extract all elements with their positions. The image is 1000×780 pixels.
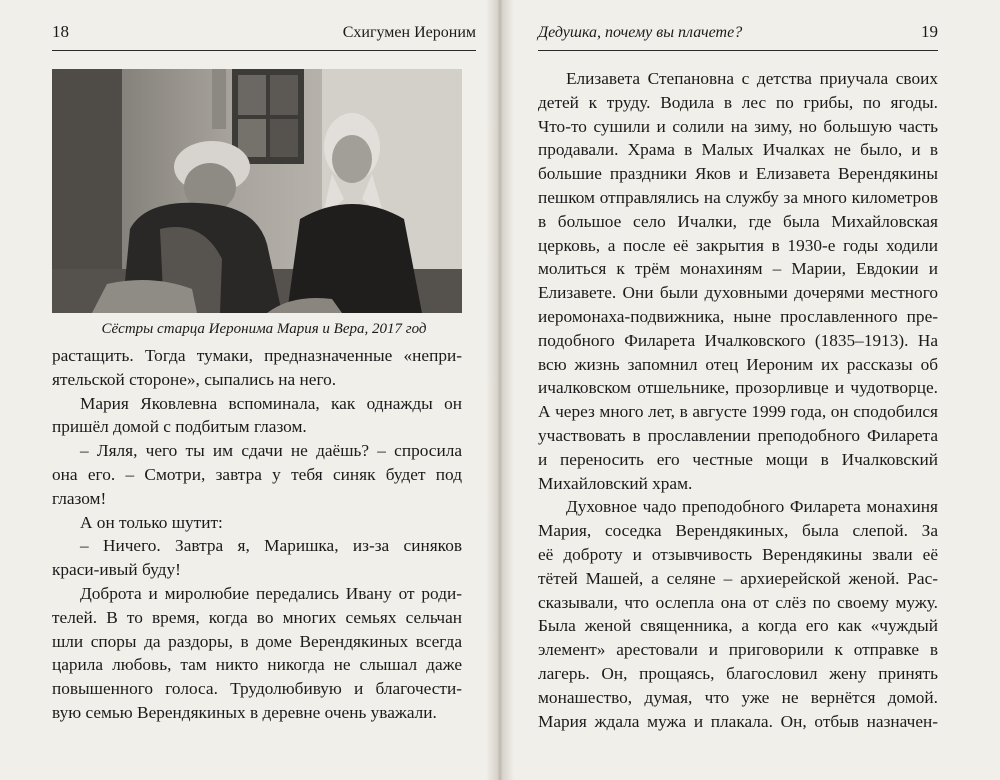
photo-caption: Сёстры старца Иеронима Мария и Вера, 2017 год: [101, 321, 427, 337]
right-page-number: 19: [921, 22, 938, 41]
right-running-head: [538, 22, 938, 51]
text-line: ятельской стороне», сыпались на него.: [52, 369, 337, 389]
text-line: ичалковском отшельнике, прозорливце и чудотворце.: [538, 378, 938, 398]
text-line: растащить. Тогда тумаки, предназначенные «непри-: [52, 346, 462, 365]
text-line: Михайловский храм.: [538, 473, 693, 493]
text-line: повышенного голоса. Трудолюбивую и благочести-: [52, 679, 462, 699]
text-line: Что-то сушили и солили на зиму, но большую часть: [538, 116, 938, 136]
text-line: Мария ждала мужа и плакала. Он, отбыв назначен-: [538, 711, 938, 731]
text-line: большие праздники Яков и Елизавета Верендякины: [538, 164, 938, 184]
text-line: сказывали, что ослепла она от слёз по своему мужу.: [538, 592, 938, 612]
text-line: – Ничего. Завтра я, Маришка, из-за синяков: [80, 536, 462, 556]
text-line: продавали. Храма в Малых Ичалках не было, и в: [538, 140, 938, 160]
left-running-head: [52, 22, 476, 51]
text-line: она его. – Смотри, завтра у тебя синяк будет под: [52, 464, 462, 484]
text-line: в большое село Ичалки, где была Михайловская: [538, 211, 938, 231]
text-line: элемент» арестовали и приговорили к отправке в: [538, 640, 938, 660]
text-line: шли споры да раздоры, в доме Верендякиных всегда: [52, 631, 462, 651]
text-line: церковь, а после её закрытия в 1930-е годы ходили: [538, 235, 938, 255]
text-line: подобного Филарета Ичалковского (1835–1913). На: [538, 330, 938, 350]
text-line: вую семью Верендякиных в деревне очень уважали.: [52, 702, 437, 722]
text-line: монашество, думая, что уже не вернётся домой.: [538, 687, 938, 707]
text-line: краси-ивый буду!: [52, 560, 181, 580]
text-line: телей. В то время, когда во многих семьях сельчан: [52, 607, 462, 627]
text-line: А через много лет, в августе 1999 года, он сподобился: [538, 402, 938, 422]
right-body-text: [538, 67, 938, 733]
text-line: и переносить его честные мощи в Ичалковский: [538, 449, 938, 469]
text-line: пришёл домой с подбитым глазом.: [52, 417, 307, 437]
text-line: царила любовь, там никто никогда не слышал даже: [52, 655, 462, 675]
text-line: участвовать в прославлении преподобного Филарета: [538, 425, 938, 445]
text-line: глазом!: [52, 488, 107, 508]
photo-two-women-icon: [52, 69, 462, 313]
text-line: Елизавете. Они были духовными дочерями местного: [538, 283, 938, 303]
text-line: Была женой священника, а когда его как «чуждый: [538, 616, 938, 636]
text-line: Мария Яковлевна вспоминала, как однажды он: [80, 393, 462, 413]
left-body-text: [52, 344, 462, 725]
text-line: иеромонаха-подвижника, ныне прославленного пре-: [538, 306, 938, 326]
text-line: детей к труду. Водила в лес по грибы, по ягоды.: [538, 92, 938, 112]
photo-two-women: [52, 69, 462, 313]
text-line: её доброту и отзывчивость Верендякины звали её: [538, 544, 938, 564]
left-page-number: 18: [52, 22, 69, 41]
text-line: пешком отправлялись на службу за много километров: [538, 187, 938, 207]
text-line: тётей Машей, а селяне – архиерейской женой. Рас-: [538, 568, 938, 588]
right-running-title: Дедушка, почему вы плачете?: [538, 24, 743, 41]
text-line: – Ляля, чего ты им сдачи не даёшь? – спросила: [80, 441, 462, 461]
text-line: лагерь. Он, прощаясь, благословил жену принять: [538, 663, 938, 683]
text-line: Доброта и миролюбие передались Ивану от роди-: [80, 583, 462, 603]
text-line: Елизавета Степановна с детства приучала своих: [566, 69, 938, 88]
text-line: Мария, соседка Верендякиных, была слепой. За: [538, 521, 938, 541]
right-page: [500, 0, 1000, 780]
text-line: Духовное чадо преподобного Филарета монахиня: [566, 497, 938, 517]
text-line: всю жизнь запомнил отец Иероним их рассказы об: [538, 354, 938, 374]
book-gutter: [486, 0, 514, 780]
text-line: А он только шутит:: [80, 512, 223, 532]
left-running-title: Схигумен Иероним: [342, 24, 476, 41]
text-line: молиться к трём монахиням – Марии, Евдокии и: [538, 259, 938, 279]
